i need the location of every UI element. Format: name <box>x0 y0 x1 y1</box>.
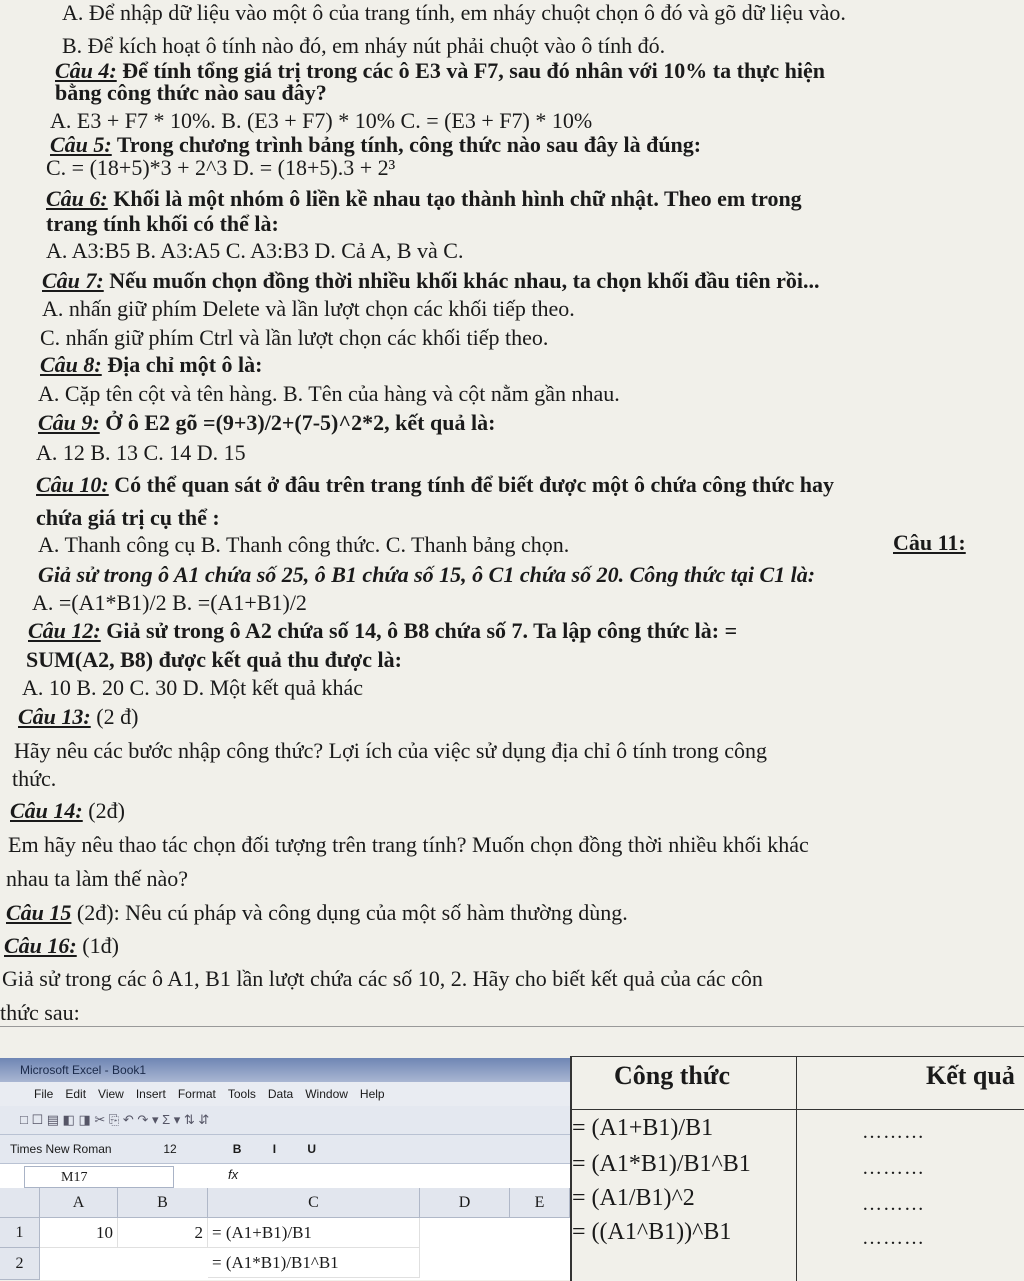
excel-menu-bar <box>0 1082 570 1106</box>
line-text: C. nhấn giữ phím Ctrl và lần lượt chọn các khối tiếp theo. <box>40 325 549 350</box>
text-line <box>28 618 737 644</box>
menu-item-window: Window <box>305 1087 348 1101</box>
text-line <box>10 798 125 824</box>
text-line <box>50 108 592 134</box>
question-label: Câu 5: <box>50 132 112 157</box>
menu-item-tools: Tools <box>227 1087 256 1101</box>
text-line <box>38 410 495 436</box>
question-label: Câu 9: <box>38 410 100 435</box>
line-text: A. nhấn giữ phím Delete và lần lượt chọn các khối tiếp theo. <box>42 296 575 321</box>
line-text: C. = (18+5)*3 + 2^3 D. = (18+5).3 + 2³ <box>46 155 396 180</box>
text-line <box>62 33 665 59</box>
line-text: A. Thanh công cụ B. Thanh công thức. C. Thanh bảng chọn. <box>38 532 570 557</box>
menu-item-file: File <box>34 1087 54 1101</box>
text-line <box>55 80 327 106</box>
corner-header <box>0 1188 40 1218</box>
table-divider-vertical <box>796 1057 797 1281</box>
formula-row-4: = ((A1^B1))^B1 <box>572 1219 732 1245</box>
line-text: Giả sử trong ô A2 chứa số 14, ô B8 chứa số 7. Ta lập công thức là: = <box>100 618 738 643</box>
fx-icon: fx <box>228 1167 239 1182</box>
line-text: Có thể quan sát ở đâu trên trang tính để biết được một ô chứa công thức hay <box>108 472 834 497</box>
line-text: nhau ta làm thế nào? <box>6 866 189 891</box>
question-label: Câu 10: <box>36 472 109 497</box>
text-line <box>18 704 138 730</box>
text-line <box>32 590 307 616</box>
text-line <box>38 381 620 407</box>
menu-item-help: Help <box>359 1087 385 1101</box>
line-text: (1đ) <box>76 933 119 958</box>
question-label: Câu 8: <box>40 352 102 377</box>
line-text: (2đ) <box>82 798 125 823</box>
text-line <box>14 738 767 764</box>
line-text: Để tính tổng giá trị trong các ô E3 và F7, sau đó nhân với 10% ta thực hiện <box>116 58 825 83</box>
question-label: Câu 6: <box>46 186 108 211</box>
line-text: thức sau: <box>0 1000 80 1025</box>
line-text: A. E3 + F7 * 10%. B. (E3 + F7) * 10% C. = (E3 + F7) * 10% <box>50 108 593 133</box>
menu-item-view: View <box>98 1087 124 1101</box>
line-text: Khối là một nhóm ô liền kề nhau tạo thành hình chữ nhật. Theo em trong <box>107 186 802 211</box>
excel-grid <box>0 1188 570 1280</box>
excel-screenshot <box>0 1058 570 1280</box>
line-text: Trong chương trình bảng tính, công thức nào sau đây là đúng: <box>111 132 702 157</box>
cell-c2: = (A1*B1)/B1^B1 <box>208 1248 420 1278</box>
line-text: trang tính khối có thể là: <box>46 211 279 236</box>
menu-item-format: Format <box>177 1087 216 1101</box>
excel-formula-bar <box>0 1164 570 1191</box>
result-row-3: ……… <box>862 1193 925 1215</box>
line-text: bằng công thức nào sau đây? <box>55 80 327 105</box>
result-row-4: ……… <box>862 1227 925 1249</box>
cell-a1: 10 <box>40 1218 118 1248</box>
line-text: (2đ): Nêu cú pháp và công dụng của một số hàm thường dùng. <box>71 900 628 925</box>
text-line <box>42 296 575 322</box>
text-line <box>62 0 846 26</box>
line-text: A. Cặp tên cột và tên hàng. B. Tên của hàng và cột nằm gần nhau. <box>38 381 620 406</box>
col-header-c: C <box>208 1188 420 1218</box>
name-box: M17 <box>24 1166 174 1188</box>
text-line <box>0 1000 80 1026</box>
formula-row-2: = (A1*B1)/B1^B1 <box>572 1151 751 1177</box>
text-line <box>46 186 802 212</box>
question-label: Câu 16: <box>4 933 77 958</box>
excel-standard-toolbar: □ ☐ ▤ ◧ ◨ ✂ ⎘ ↶ ↷ ▾ Σ ▾ ⇅ ⇵ <box>0 1106 570 1135</box>
menu-item-data: Data <box>267 1087 294 1101</box>
line-text: SUM(A2, B8) được kết quả thu được là: <box>26 647 402 672</box>
line-text: A. Để nhập dữ liệu vào một ô của trang tính, em nháy chuột chọn ô đó và gõ dữ liệu vào. <box>62 0 846 25</box>
text-line <box>8 832 809 858</box>
cell-b1: 2 <box>118 1218 208 1248</box>
text-line <box>893 530 966 556</box>
table-divider-horizontal <box>572 1109 1024 1110</box>
text-line <box>38 532 569 558</box>
text-line <box>36 472 834 498</box>
line-text: Em hãy nêu thao tác chọn đối tượng trên trang tính? Muốn chọn đồng thời nhiều khối khác <box>8 832 809 857</box>
question-label: Câu 7: <box>42 268 104 293</box>
text-line <box>2 966 763 992</box>
menu-item-insert: Insert <box>135 1087 166 1101</box>
font-name-box: Times New Roman <box>10 1142 112 1156</box>
line-text: Địa chỉ một ô là: <box>101 352 263 377</box>
text-line <box>40 352 262 378</box>
text-line <box>42 268 820 294</box>
text-line <box>26 647 402 673</box>
text-line <box>6 866 188 892</box>
header-formula: Công thức <box>614 1061 730 1090</box>
text-line <box>36 505 220 531</box>
line-text: A. =(A1*B1)/2 B. =(A1+B1)/2 <box>32 590 307 615</box>
line-text: Ở ô E2 gõ =(9+3)/2+(7-5)^2*2, kết quả là: <box>99 410 496 435</box>
line-text: A. A3:B5 B. A3:A5 C. A3:B3 D. Cả A, B và C. <box>46 238 464 263</box>
col-header-e: E <box>510 1188 570 1218</box>
bold-italic-underline-buttons: B I U <box>232 1142 331 1156</box>
line-text: chứa giá trị cụ thể : <box>36 505 220 530</box>
line-text: Hãy nêu các bước nhập công thức? Lợi ích của việc sử dụng địa chỉ ô tính trong công <box>14 738 768 763</box>
col-header-b: B <box>118 1188 208 1218</box>
row-header-2: 2 <box>0 1248 40 1280</box>
line-text: thức. <box>12 766 57 791</box>
result-row-2: ……… <box>862 1157 925 1179</box>
text-line <box>6 900 628 926</box>
question-label: Câu 15 <box>6 900 72 925</box>
text-line <box>46 211 279 237</box>
text-line <box>38 562 815 588</box>
font-size-box: 12 <box>163 1142 177 1156</box>
col-header-a: A <box>40 1188 118 1218</box>
header-result: Kết quả <box>926 1061 1015 1090</box>
text-line <box>46 155 395 181</box>
line-text: A. 10 B. 20 C. 30 D. Một kết quả khác <box>22 675 363 700</box>
formula-result-table <box>570 1056 1024 1281</box>
result-row-1: ……… <box>862 1121 925 1143</box>
row-header-1: 1 <box>0 1218 40 1248</box>
text-line <box>46 238 463 264</box>
line-text: Câu 11: <box>893 530 966 555</box>
menu-item-edit: Edit <box>65 1087 87 1101</box>
question-label: Câu 13: <box>18 704 91 729</box>
formula-row-3: = (A1/B1)^2 <box>572 1185 695 1211</box>
text-line <box>12 766 56 792</box>
line-text: (2 đ) <box>90 704 139 729</box>
question-label: Câu 4: <box>55 58 117 83</box>
text-line <box>36 440 246 466</box>
cell-c1: = (A1+B1)/B1 <box>208 1218 420 1248</box>
line-text: A. 12 B. 13 C. 14 D. 15 <box>36 440 246 465</box>
formula-row-1: = (A1+B1)/B1 <box>572 1115 714 1141</box>
line-text: Giả sử trong ô A1 chứa số 25, ô B1 chứa số 15, ô C1 chứa số 20. Công thức tại C1 là: <box>38 562 816 587</box>
line-text: B. Để kích hoạt ô tính nào đó, em nháy nút phải chuột vào ô tính đó. <box>62 33 666 58</box>
col-header-d: D <box>420 1188 510 1218</box>
text-line <box>4 933 119 959</box>
line-text: Nếu muốn chọn đồng thời nhiều khối khác nhau, ta chọn khối đầu tiên rồi... <box>103 268 820 293</box>
question-label: Câu 12: <box>28 618 101 643</box>
line-text: Giả sử trong các ô A1, B1 lần lượt chứa các số 10, 2. Hãy cho biết kết quả của các côn <box>2 966 763 991</box>
question-label: Câu 14: <box>10 798 83 823</box>
divider <box>0 1026 1024 1027</box>
excel-format-toolbar <box>0 1135 570 1164</box>
text-line <box>22 675 363 701</box>
text-line <box>40 325 548 351</box>
excel-title-bar: Microsoft Excel - Book1 <box>0 1058 570 1082</box>
